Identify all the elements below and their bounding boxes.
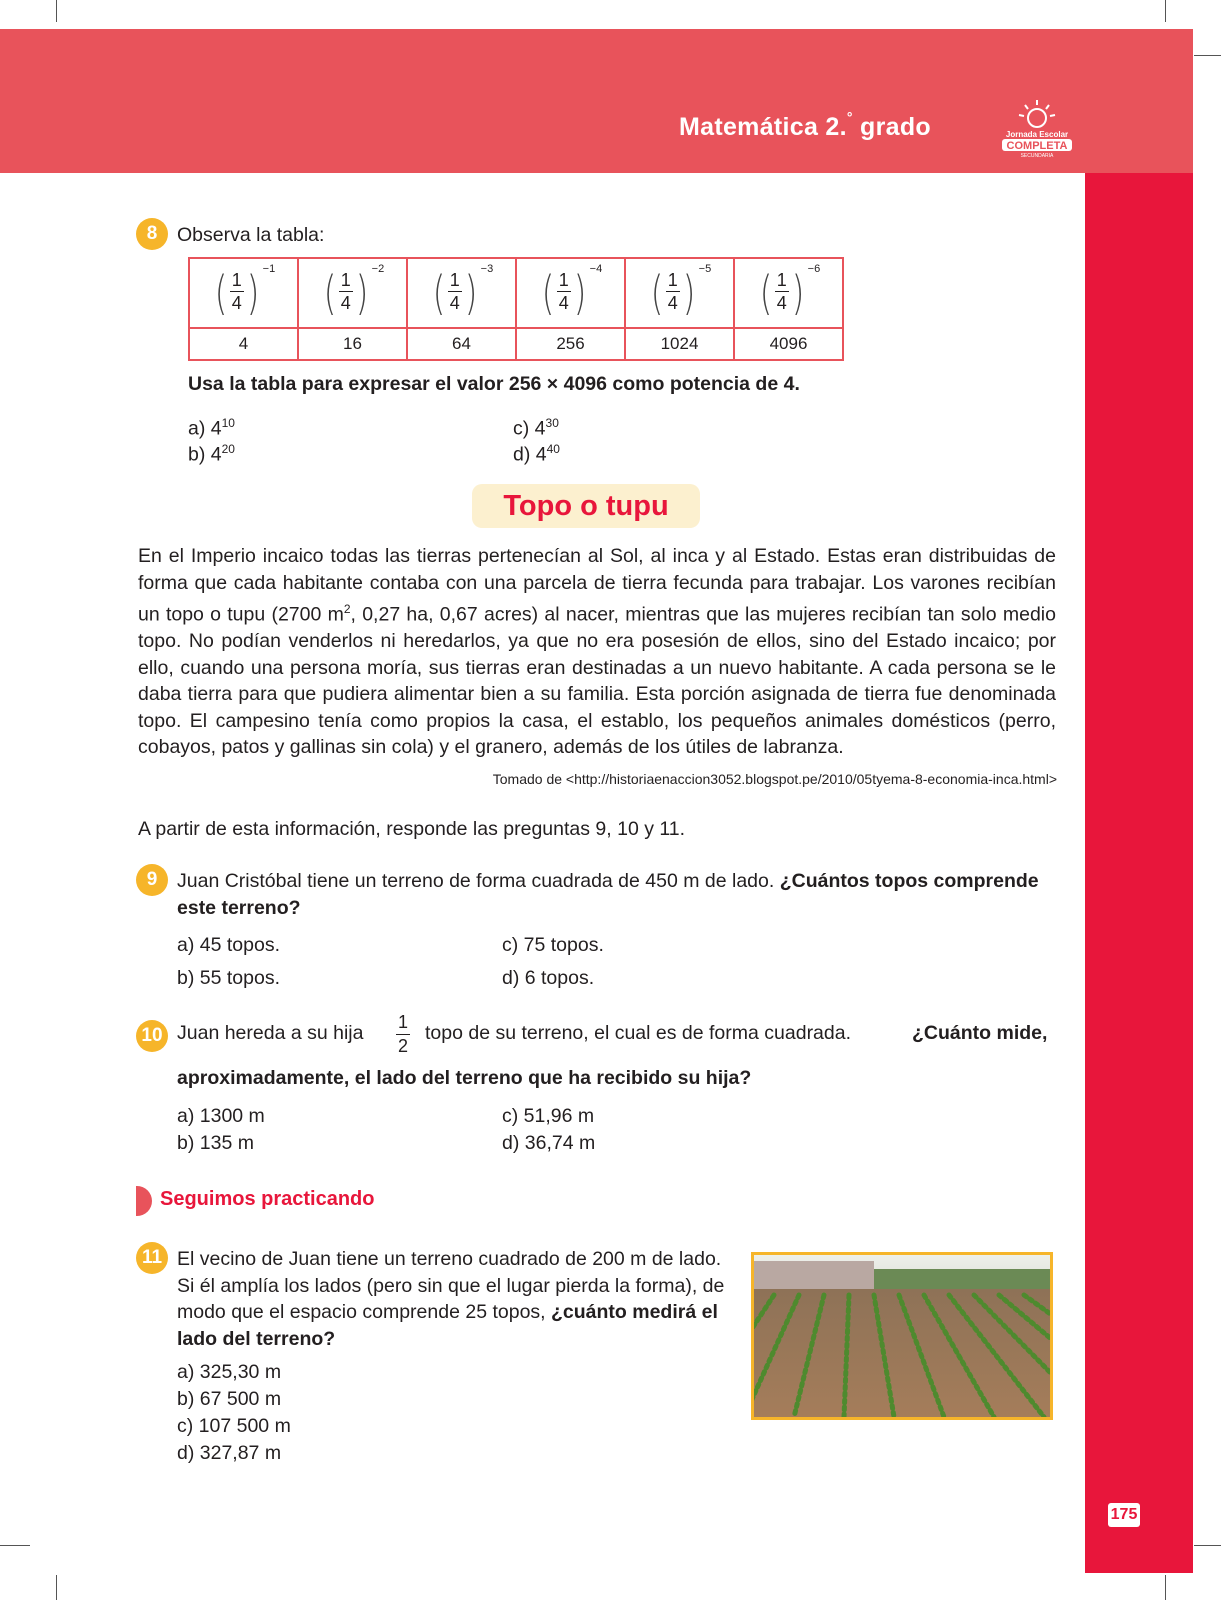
q11-option-b: b) 67 500 m <box>177 1388 282 1410</box>
table-cell: ( 1 4 ) −1 <box>189 258 298 328</box>
table-cell: ( 1 4 ) −5 <box>625 258 734 328</box>
table-cell: ( 1 4 ) −4 <box>516 258 625 328</box>
q10-option-a: a) 1300 m <box>177 1105 265 1127</box>
question-badge-9: 9 <box>136 864 168 896</box>
table-cell: 16 <box>298 328 407 360</box>
q8-option-c: c) $4^{30}$ <box>513 416 559 440</box>
crop-mark <box>1194 55 1221 56</box>
crop-mark <box>1165 0 1166 22</box>
q11-text: El vecino de Juan tiene un terreno cuadrado de 200 m de lado. Si él amplía los lados (pero sin que el lugar pierda la forma), de modo que el espacio comprende 25 topos, ¿cuánto medirá el lado del terreno? <box>177 1248 725 1350</box>
q8-prompt: Usa la tabla para expresar el valor 256 × 4096 como potencia de 4. <box>188 373 800 395</box>
question-badge-8: 8 <box>136 218 168 250</box>
q8-option-b: b) $4^{20}$ <box>188 442 235 466</box>
q10-option-d: d) 36,74 m <box>502 1132 596 1154</box>
question-badge-11: 11 <box>136 1242 168 1274</box>
crop-mark <box>56 0 57 22</box>
table-cell: 1024 <box>625 328 734 360</box>
logo-line3: SECUNDARIA <box>1020 153 1054 158</box>
q9-option-b: b) 55 topos. <box>177 967 280 989</box>
instruction-text: A partir de esta información, responde las preguntas 9, 10 y 11. <box>138 818 686 840</box>
q10-text-a: Juan hereda a su hija <box>177 1022 364 1044</box>
crop-mark <box>0 1545 30 1546</box>
q11-option-c: c) 107 500 m <box>177 1415 291 1437</box>
logo-line2: COMPLETA <box>1006 140 1068 152</box>
field-photo <box>751 1252 1053 1420</box>
q8-intro: Observa la tabla: <box>177 224 325 246</box>
crop-mark <box>1165 1575 1166 1600</box>
q8-option-a: a) $4^{10}$ <box>188 416 235 440</box>
table-cell: 256 <box>516 328 625 360</box>
q10-text-b: topo de su terreno, el cual es de forma cuadrada. <box>425 1022 852 1044</box>
reading-text: En el Imperio incaico todas las tierras pertenecían al Sol, al inca y al Estado. Estas eran distribuidas de forma que cada habitante contaba con una parcela de tierra fecunda para trabajar. Los varones recibían un topo o tupu (2700 $m^2$, 0,27 ha, 0,67 acres) al nacer, mientras que las mujeres recibían tan solo medio topo. No podían venderlos ni heredarlos, ya que no era posesión de ellos, sino del Estado incaico; por ello, cuando una persona moría, sus tierras eran destinadas a un nuevo habitante. A cada persona se le daba tierra para que pudiera alimentar bien a su familia. Esta porción asignada de tierra fue denominada topo. El campesino tenía como propios la casa, el establo, los pequeños animales domésticos (perro, cobayos, patos y gallinas sin cola) y el granero, además de los útiles de labranza. <box>138 545 1056 758</box>
q8-option-d: d) $4^{40}$ <box>513 442 560 466</box>
logo-line1: Jornada Escolar <box>1005 130 1069 139</box>
powers-table <box>188 257 844 361</box>
table-row <box>189 258 843 328</box>
q11-option-d: d) 327,87 m <box>177 1442 282 1464</box>
sun-book-logo <box>998 96 1076 158</box>
crop-mark <box>56 1575 57 1600</box>
section-title: Seguimos practicando <box>160 1188 375 1210</box>
reading-source: Tomado de <http://historiaenaccion3052.blogspot.pe/2010/05tyema-8-economia-inca.html> <box>492 771 1057 787</box>
table-cell: 4 <box>189 328 298 360</box>
section-marker <box>136 1186 152 1216</box>
q9-option-c: c) 75 topos. <box>502 934 604 956</box>
table-row <box>189 328 843 360</box>
side-bar <box>1085 173 1193 1573</box>
q10-bold-a: ¿Cuánto mide, <box>912 1022 1048 1044</box>
table-cell: 64 <box>407 328 516 360</box>
page-number: 175 <box>1108 1503 1140 1527</box>
q10-bold-b: aproximadamente, el lado del terreno que ha recibido su hija? <box>177 1067 752 1089</box>
table-cell: ( 1 4 ) −2 <box>298 258 407 328</box>
reading-title: Topo o tupu <box>472 484 700 528</box>
header-title: Matemática 2.° grado <box>679 109 931 141</box>
q10-option-c: c) 51,96 m <box>502 1105 595 1127</box>
crop-field-image <box>754 1255 1050 1417</box>
question-badge-10: 10 <box>136 1020 168 1052</box>
q9-option-d: d) 6 topos. <box>502 967 595 989</box>
q10-fraction: 1 2 <box>397 1012 408 1056</box>
crop-mark <box>1194 1545 1221 1546</box>
q10-option-b: b) 135 m <box>177 1132 254 1154</box>
q9-option-a: a) 45 topos. <box>177 934 280 956</box>
table-cell: ( 1 4 ) −3 <box>407 258 516 328</box>
table-cell: ( 1 4 ) −6 <box>734 258 843 328</box>
q9-text: Juan Cristóbal tiene un terreno de forma cuadrada de 450 m de lado. ¿Cuántos topos comprende este terreno? <box>177 870 1039 919</box>
q11-option-a: a) 325,30 m <box>177 1361 282 1383</box>
table-cell: 4096 <box>734 328 843 360</box>
